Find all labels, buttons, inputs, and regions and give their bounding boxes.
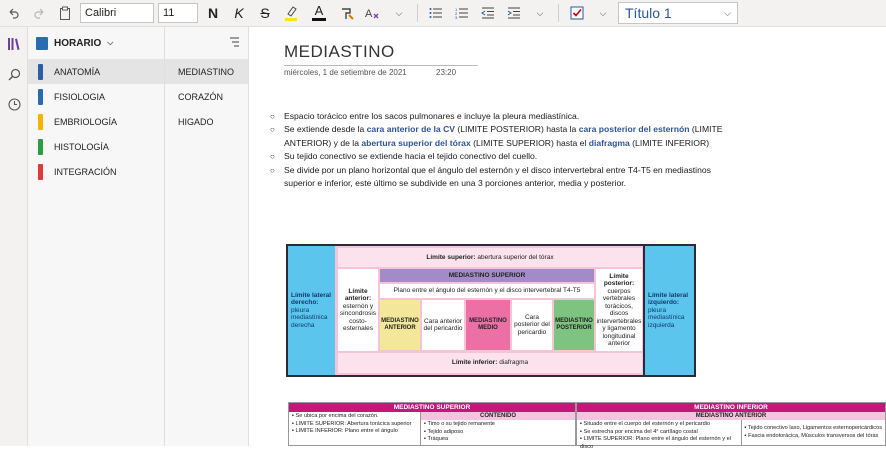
bullet-item bbox=[270, 150, 740, 163]
section-label: HISTOLOGÍA bbox=[54, 141, 109, 152]
table-line: ▪ Tejido adiposo bbox=[424, 428, 464, 435]
page-item-higado[interactable]: HIGADO bbox=[178, 116, 214, 127]
anterior-limit bbox=[338, 269, 378, 351]
bullet-text: Se divide por un plano horizontal que el ángulo del esternón y el disco intervertebral entre T4-T5 en mediastinos superior e inferior, este último se subdivide en una 3 porciones anterior, media y posterior. bbox=[284, 164, 711, 189]
table-cell-right bbox=[742, 420, 885, 445]
page-time: 23:20 bbox=[436, 68, 457, 77]
table-cell-left bbox=[289, 412, 421, 445]
format-painter-icon[interactable] bbox=[336, 2, 358, 24]
bullet-marker: ○ bbox=[270, 165, 275, 175]
inferior-mediastinum-table[interactable] bbox=[576, 402, 886, 450]
table-text: Tejido adiposo bbox=[427, 428, 464, 435]
font-color-swatch bbox=[312, 18, 326, 21]
table-cell-right bbox=[421, 412, 575, 445]
bullet-text: (LIMITE INFERIOR) bbox=[629, 137, 710, 148]
plane-label: Plano entre el ángulo del esternón y el disco intervertebral T4-T5 bbox=[380, 284, 594, 298]
bullet-marker: ○ bbox=[270, 152, 275, 162]
section-label: INTEGRACIÓN bbox=[54, 166, 117, 177]
strikethrough-button[interactable]: S bbox=[260, 5, 270, 21]
notebook-switcher[interactable] bbox=[28, 27, 164, 59]
table-line: ▪ Situado entre el cuerpo del esternón y el pericardio bbox=[580, 421, 711, 427]
middle-mediastinum-label: MEDIASTINO MEDIO bbox=[466, 300, 510, 350]
section-color-tab bbox=[38, 114, 43, 130]
svg-text:1: 1 bbox=[455, 7, 458, 12]
bullet-text: Su tejido conectivo se extiende hacia el tejido conectivo del cuello. bbox=[284, 151, 538, 162]
anterior-limit-text: esternón y sincondrosis costo-esternales bbox=[339, 302, 377, 332]
table-text: Se estrecha por encima del 4° cartílago costal bbox=[583, 428, 698, 435]
table-text: Tráquea bbox=[427, 436, 449, 443]
section-item-integracion[interactable] bbox=[28, 159, 164, 184]
table-header: MEDIASTINO INFERIOR bbox=[577, 403, 885, 412]
anterior-mediastinum-label: MEDIASTINO ANTERIOR bbox=[380, 300, 420, 350]
font-color-button[interactable] bbox=[306, 2, 332, 24]
section-label: EMBRIOLOGÍA bbox=[54, 116, 118, 127]
table-text: Timo o su tejido remanente bbox=[427, 421, 496, 427]
table-subheader: MEDIASTINO ANTERIOR bbox=[577, 412, 885, 420]
table-text: LIMITE SUPERIOR: Plano entre el ángulo del esternón y el disco bbox=[580, 436, 731, 450]
font-name-field[interactable]: Calibri bbox=[80, 3, 154, 23]
inferior-limit-title: Límite inferior: bbox=[451, 359, 498, 367]
font-size-field[interactable]: 11 bbox=[158, 3, 198, 23]
bullet-text: Se extiende desde la bbox=[284, 124, 367, 135]
section-item-embriologia[interactable] bbox=[28, 109, 164, 134]
bullet-text: Espacio torácico entre los sacos pulmonares e incluye la pleura mediastínica. bbox=[284, 111, 580, 121]
todo-checkbox-icon[interactable] bbox=[566, 2, 588, 24]
page-title[interactable]: MEDIASTINO bbox=[284, 42, 395, 61]
superior-limit-text: abertura superior del tórax bbox=[477, 253, 554, 261]
posterior-mediastinum-label: MEDIASTINO POSTERIOR bbox=[554, 300, 594, 350]
pages-pane bbox=[165, 27, 249, 446]
superior-limit-title: Límite superior: bbox=[426, 253, 476, 261]
inferior-limit bbox=[338, 353, 642, 373]
chevron-down-icon: ⌵ bbox=[107, 38, 114, 47]
bullet-text: (LIMITE SUPERIOR) hasta el bbox=[470, 137, 589, 148]
sections-pane bbox=[28, 27, 165, 446]
nav-rail bbox=[0, 27, 28, 446]
bullet-text: (LIMITE POSTERIOR) hasta la bbox=[455, 124, 579, 135]
table-line: ▪ LIMITE INFERIOR: Plano entre el ángulo bbox=[292, 428, 398, 435]
chevron-down-icon[interactable]: ⌵ bbox=[395, 7, 403, 18]
page-canvas[interactable] bbox=[250, 27, 886, 450]
section-item-fisiologia[interactable] bbox=[28, 84, 164, 109]
pericardium-anterior-face: Cara anterior del pericardio bbox=[422, 300, 464, 350]
sort-icon[interactable] bbox=[229, 37, 240, 50]
lateral-left-limit bbox=[645, 246, 694, 375]
bullet-marker: ○ bbox=[270, 125, 275, 135]
table-text: LIMITE INFERIOR: Plano entre el ángulo bbox=[295, 428, 398, 435]
highlight-text: abertura superior del tórax bbox=[361, 137, 471, 148]
table-line: ▪ LIMITE SUPERIOR: Plano entre el ángulo del esternón y el disco bbox=[580, 436, 731, 450]
superior-mediastinum-table[interactable] bbox=[288, 402, 576, 446]
highlight-text: cara posterior del esternón bbox=[578, 124, 690, 135]
table-line: ▪ Timo o su tejido remanente bbox=[424, 421, 496, 427]
lateral-right-text: pleura mediastínica derecha bbox=[291, 306, 328, 329]
mediastino-diagram[interactable] bbox=[286, 244, 696, 377]
clear-formatting-icon[interactable] bbox=[362, 2, 384, 24]
table-text: Se ubica por encima del corazón. bbox=[295, 413, 379, 419]
inferior-limit-text: diafragma bbox=[499, 359, 529, 367]
section-color-tab bbox=[38, 164, 43, 180]
chevron-down-icon[interactable]: ⌵ bbox=[599, 7, 607, 18]
table-line: ▪ Tráquea bbox=[424, 436, 449, 443]
bullet-list[interactable] bbox=[270, 110, 740, 190]
posterior-limit-text: cuerpos vertebrales torácicos, discos intervertebrales y ligamento longitudinal anterior bbox=[596, 287, 642, 347]
page-item-corazon[interactable]: CORAZÓN bbox=[178, 91, 223, 102]
clipboard-icon[interactable] bbox=[54, 2, 76, 24]
section-item-histologia[interactable] bbox=[28, 134, 164, 159]
bold-button[interactable]: N bbox=[207, 5, 219, 21]
anterior-limit-title: Límite anterior: bbox=[344, 287, 372, 302]
posterior-limit-title: Límite posterior: bbox=[603, 272, 635, 287]
lateral-right-limit bbox=[288, 246, 335, 375]
section-item-anatomia[interactable] bbox=[28, 59, 164, 84]
bullet-list-icon[interactable] bbox=[425, 2, 447, 24]
numbered-list-icon[interactable] bbox=[451, 2, 473, 24]
section-color-tab bbox=[38, 139, 43, 155]
table-line: ▪ Fascia endotorácica, Músculos transversos del tórax bbox=[744, 432, 879, 439]
bullet-item bbox=[270, 110, 740, 123]
highlight-text: cara anterior de la CV bbox=[366, 124, 456, 135]
pericardium-posterior-face: Cara posterior del pericardio bbox=[512, 300, 552, 350]
table-text: Fascia endotorácica, Músculos transversos del tórax bbox=[748, 432, 879, 439]
notebooks-icon[interactable] bbox=[0, 29, 28, 59]
table-subheader: CONTENIDO bbox=[421, 412, 575, 420]
bullet-item bbox=[270, 123, 740, 150]
table-line: ▪ Se ubica por encima del corazón. bbox=[292, 413, 379, 419]
section-color-tab bbox=[38, 64, 43, 80]
lateral-left-text: pleura mediastínica izquierda bbox=[648, 306, 685, 329]
table-cell-left bbox=[577, 420, 742, 450]
undo-icon[interactable] bbox=[2, 2, 24, 24]
bullet-marker: ○ bbox=[270, 112, 275, 121]
paragraph-style-dropdown[interactable] bbox=[618, 2, 738, 24]
notebook-icon bbox=[36, 37, 48, 50]
posterior-limit bbox=[596, 269, 642, 351]
chevron-down-icon[interactable]: ⌵ bbox=[536, 7, 544, 18]
toolbar-divider bbox=[558, 4, 559, 22]
increase-indent-icon[interactable] bbox=[503, 2, 525, 24]
superior-limit bbox=[338, 248, 642, 267]
bullet-text: (LIMITE ANTERIOR) y de la bbox=[284, 124, 723, 148]
table-line: ▪ LIMITE SUPERIOR: Abertura torácica superior bbox=[292, 420, 412, 427]
table-line: ▪ Tejido conectivo laxo, Ligamentos esternopericárdicos bbox=[744, 425, 882, 431]
toolbar-divider bbox=[417, 4, 418, 22]
title-underline bbox=[284, 65, 478, 66]
recent-clock-icon[interactable] bbox=[0, 89, 28, 119]
pages-header bbox=[165, 27, 248, 59]
lateral-left-title: Límite lateral izquierdo: bbox=[648, 291, 689, 307]
page-item-mediastino[interactable]: MEDIASTINO bbox=[165, 59, 248, 84]
section-color-tab bbox=[38, 89, 43, 105]
chevron-down-icon: ⌵ bbox=[724, 7, 731, 18]
section-label: ANATOMÍA bbox=[54, 66, 101, 77]
lateral-right-title: Límite lateral derecho: bbox=[291, 291, 332, 307]
superior-mediastinum-label: MEDIASTINO SUPERIOR bbox=[380, 269, 594, 282]
style-label: Título 1 bbox=[625, 5, 672, 21]
redo-icon[interactable] bbox=[28, 2, 50, 24]
font-color-letter: A bbox=[314, 3, 324, 18]
italic-button[interactable]: K bbox=[234, 5, 244, 21]
svg-text:2: 2 bbox=[455, 11, 458, 16]
bullet-item bbox=[270, 164, 740, 191]
decrease-indent-icon[interactable] bbox=[477, 2, 499, 24]
notebook-name: HORARIO bbox=[54, 37, 102, 49]
page-date: miércoles, 1 de setiembre de 2021 bbox=[284, 68, 407, 77]
ribbon-toolbar bbox=[0, 0, 886, 27]
table-text: Situado entre el cuerpo del esternón y el pericardio bbox=[583, 421, 711, 427]
search-icon[interactable] bbox=[0, 59, 28, 89]
table-line: ▪ Se estrecha por encima del 4° cartílago costal bbox=[580, 428, 698, 435]
table-text: LIMITE SUPERIOR: Abertura torácica superior bbox=[295, 420, 412, 427]
table-header: MEDIASTINO SUPERIOR bbox=[289, 403, 575, 412]
highlighter-icon[interactable] bbox=[280, 2, 302, 24]
highlight-text: diafragma bbox=[588, 137, 630, 148]
section-label: FISIOLOGIA bbox=[54, 91, 106, 102]
svg-text:3: 3 bbox=[455, 15, 458, 20]
table-text: Tejido conectivo laxo, Ligamentos esternopericárdicos bbox=[747, 425, 882, 431]
svg-text:A: A bbox=[365, 7, 373, 20]
